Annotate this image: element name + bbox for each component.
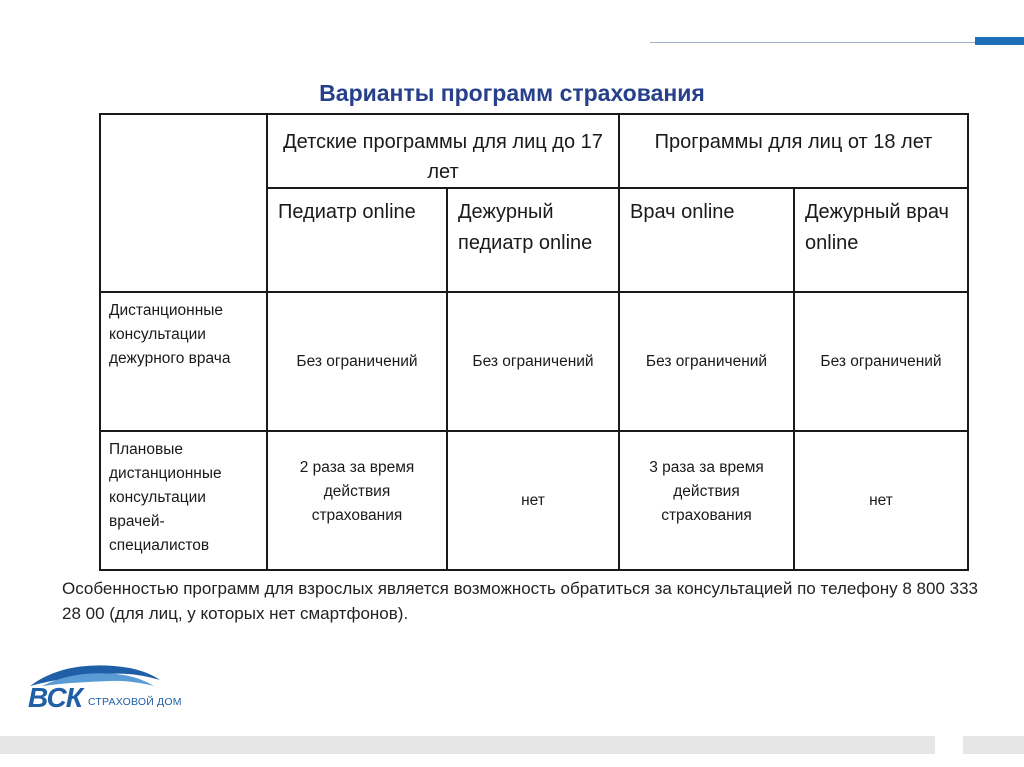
adult-programs-header: Программы для лиц от 18 лет <box>619 114 968 188</box>
header-accent-bar <box>975 37 1024 45</box>
subheader-duty-doctor-online: Дежурный врач online <box>794 188 968 292</box>
table-row <box>100 292 968 431</box>
table-cell: 2 раза за время действия страхования <box>267 431 447 570</box>
footer-bar <box>0 736 935 754</box>
logo-subtitle-text: СТРАХОВОЙ ДОМ <box>88 696 182 708</box>
table-cell: Без ограничений <box>447 292 619 431</box>
subheader-doctor-online: Врач online <box>619 188 794 292</box>
table-group-header-row <box>100 114 968 188</box>
insurance-programs-table <box>99 113 969 571</box>
row-label-duty-consultations: Дистанционные консультации дежурного врача <box>100 292 267 431</box>
table-cell: нет <box>794 431 968 570</box>
logo-brand-text: ВСК <box>28 682 82 713</box>
table-row <box>100 431 968 570</box>
footer-bar-end <box>963 736 1024 754</box>
header-divider-line <box>650 42 975 43</box>
table-cell: Без ограничений <box>267 292 447 431</box>
phone-consultation-note: Особенностью программ для взрослых является возможность обратиться за консультацией по телефону 8 800 333 28 00 (для лиц, у которых нет смартфонов). <box>62 579 979 623</box>
table-cell: Без ограничений <box>619 292 794 431</box>
vsk-logo <box>22 656 212 716</box>
table-cell: 3 раза за время действия страхования <box>619 431 794 570</box>
row-label-planned-consultations: Плановые дистанционные консультации врачей-специалистов <box>100 431 267 570</box>
slide-title: Варианты программ страхования <box>319 80 705 106</box>
subheader-duty-pediatrician-online: Дежурный педиатр online <box>447 188 619 292</box>
corner-cell <box>100 114 267 292</box>
subheader-pediatrician-online: Педиатр online <box>267 188 447 292</box>
table-cell: нет <box>447 431 619 570</box>
table-cell: Без ограничений <box>794 292 968 431</box>
children-programs-header: Детские программы для лиц до 17 лет <box>267 114 619 188</box>
